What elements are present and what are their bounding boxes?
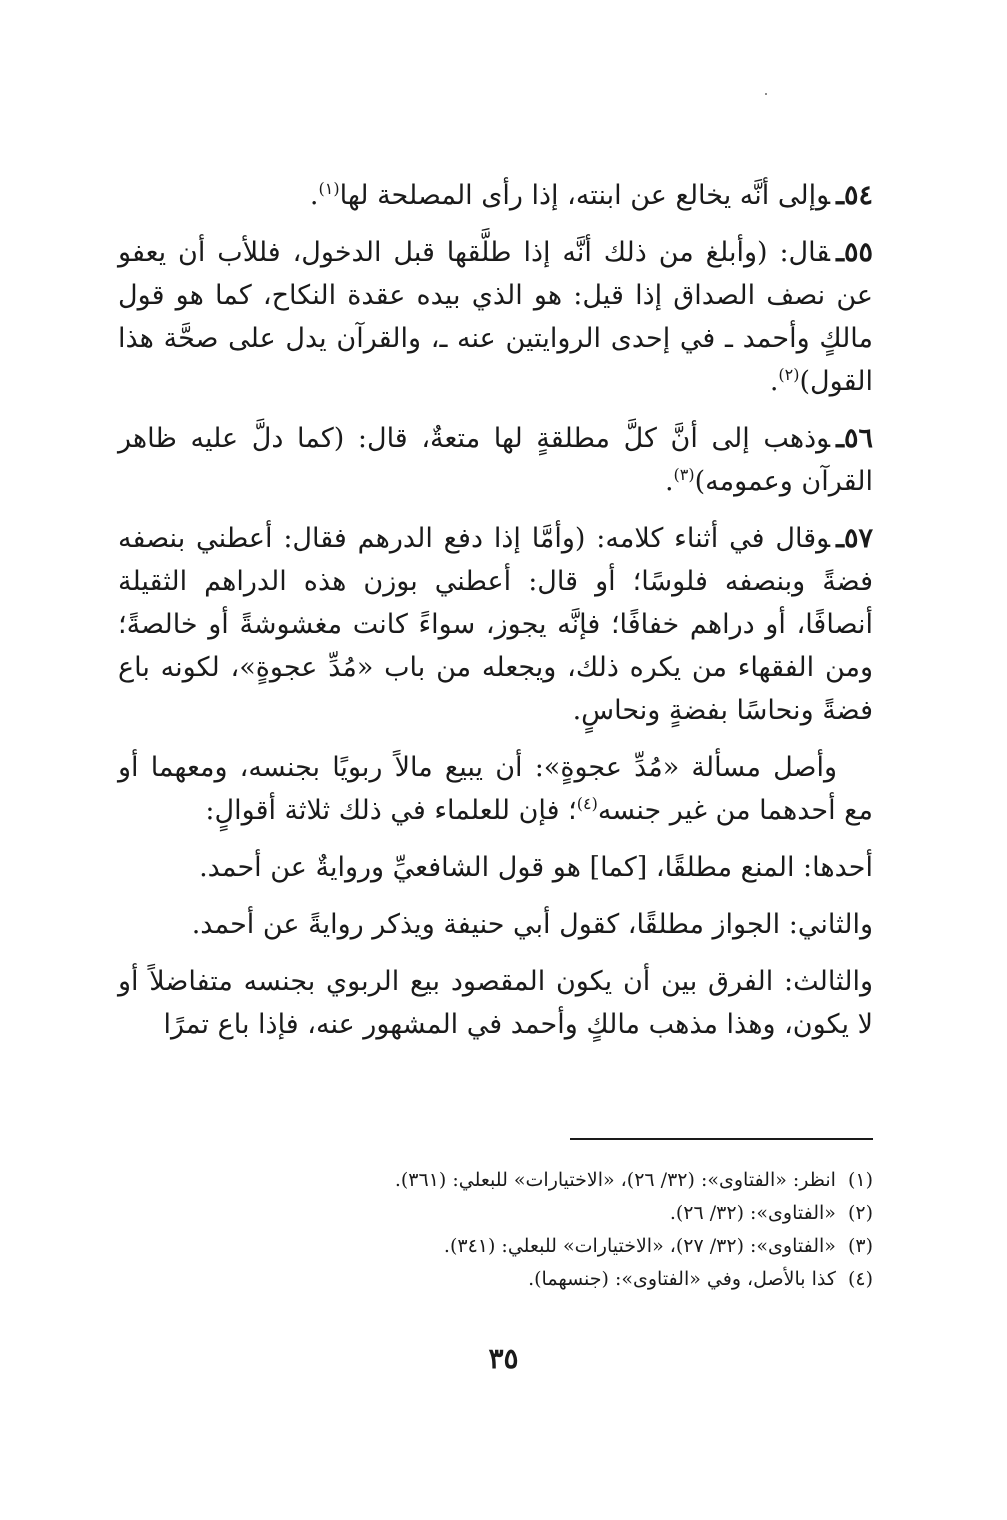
paragraph-tail: . <box>664 466 674 497</box>
paragraph-number: ٥٥ـ <box>836 237 873 268</box>
paragraph-number: ٥٦ـ <box>836 423 873 454</box>
paragraph-opinion-1 <box>118 846 873 889</box>
paragraph-opinion-2 <box>118 903 873 946</box>
paragraph-tail: . <box>769 366 779 397</box>
paragraph-text: أحدها: المنع مطلقًا، [كما] هو قول الشافعيِّ وروايةٌ عن أحمد. <box>199 852 873 883</box>
page-number: ٣٥ <box>488 1342 519 1375</box>
footnote-text: «الفتاوى»: (٣٢/ ٢٦). <box>669 1202 836 1224</box>
footnote-4 <box>200 1263 873 1296</box>
scan-speck <box>765 93 767 95</box>
footnote-3 <box>200 1230 873 1263</box>
footnotes <box>200 1164 873 1296</box>
footnote-number: (١) <box>847 1169 873 1191</box>
paragraph-text: قال: (وأبلغ من ذلك أنَّه إذا طلَّقها قبل الدخول، فللأب أن يعفو عن نصف الصداق إذا قيل: هو الذي بيده عقدة النكاح، كما هو قول مالكٍ وأحمد ـ في إحدى الروايتين عنه ـ، والقرآن يدل على صحَّة هذا القول) <box>118 237 873 397</box>
paragraph-text: والثالث: الفرق بين أن يكون المقصود بيع الربوي بجنسه متفاضلاً أو لا يكون، وهذا مذهب مالكٍ وأحمد في المشهور عنه، فإذا باع تمرًا <box>118 966 873 1040</box>
paragraph-54 <box>118 174 873 217</box>
footnote-ref[interactable]: (١) <box>318 179 340 198</box>
paragraph-number: ٥٤ـ <box>836 180 873 211</box>
footnote-1 <box>200 1164 873 1197</box>
footnote-separator <box>570 1138 873 1140</box>
paragraph-55 <box>118 231 873 403</box>
footnote-ref[interactable]: (٤) <box>576 794 598 813</box>
footnote-text: «الفتاوى»: (٣٢/ ٢٧)، «الاختيارات» للبعلي: (٣٤١). <box>443 1235 836 1257</box>
paragraph-text: وذهب إلى أنَّ كلَّ مطلقةٍ لها متعةٌ، قال: (كما دلَّ عليه ظاهر القرآن وعمومه) <box>118 423 873 497</box>
footnote-text: انظر: «الفتاوى»: (٣٢/ ٢٦)، «الاختيارات» للبعلي: (٣٦١). <box>394 1169 836 1191</box>
paragraph-mudd-ajwa <box>118 746 873 832</box>
paragraph-tail: . <box>309 180 319 211</box>
footnote-text: كذا بالأصل، وفي «الفتاوى»: (جنسهما). <box>528 1268 836 1290</box>
footnote-number: (٢) <box>847 1202 873 1224</box>
footnote-2 <box>200 1197 873 1230</box>
paragraph-57 <box>118 517 873 732</box>
main-text <box>118 174 873 1046</box>
footnote-ref[interactable]: (٣) <box>673 465 695 484</box>
paragraph-tail: ؛ فإن للعلماء في ذلك ثلاثة أقوالٍ: <box>205 795 577 826</box>
paragraph-opinion-3 <box>118 960 873 1046</box>
paragraph-56 <box>118 417 873 503</box>
paragraph-text: وقال في أثناء كلامه: (وأمَّا إذا دفع الدرهم فقال: أعطني بنصفه فضةً وبنصفه فلوسًا؛ أو قال: أعطني بوزن هذه الدراهم الثقيلة أنصافًا، أو دراهم خفافًا؛ فإنَّه يجوز، سواءً كانت مغشوشةً أو خالصةً؛ ومن الفقهاء من يكره ذلك، ويجعله من باب «مُدِّ عجوةٍ»، لكونه باع فضةً ونحاسًا بفضةٍ ونحاسٍ. <box>118 523 873 726</box>
footnote-number: (٣) <box>847 1235 873 1257</box>
footnote-number: (٤) <box>847 1268 873 1290</box>
paragraph-text: وإلى أنَّه يخالع عن ابنته، إذا رأى المصلحة لها <box>339 180 831 211</box>
footnote-ref[interactable]: (٢) <box>778 365 800 384</box>
paragraph-text: وأصل مسألة «مُدِّ عجوةٍ»: أن يبيع مالاً ربويًا بجنسه، ومعهما أو مع أحدهما من غير جنسه <box>118 752 873 826</box>
paragraph-text: والثاني: الجواز مطلقًا، كقول أبي حنيفة ويذكر روايةً عن أحمد. <box>191 909 873 940</box>
paragraph-number: ٥٧ـ <box>836 523 873 554</box>
